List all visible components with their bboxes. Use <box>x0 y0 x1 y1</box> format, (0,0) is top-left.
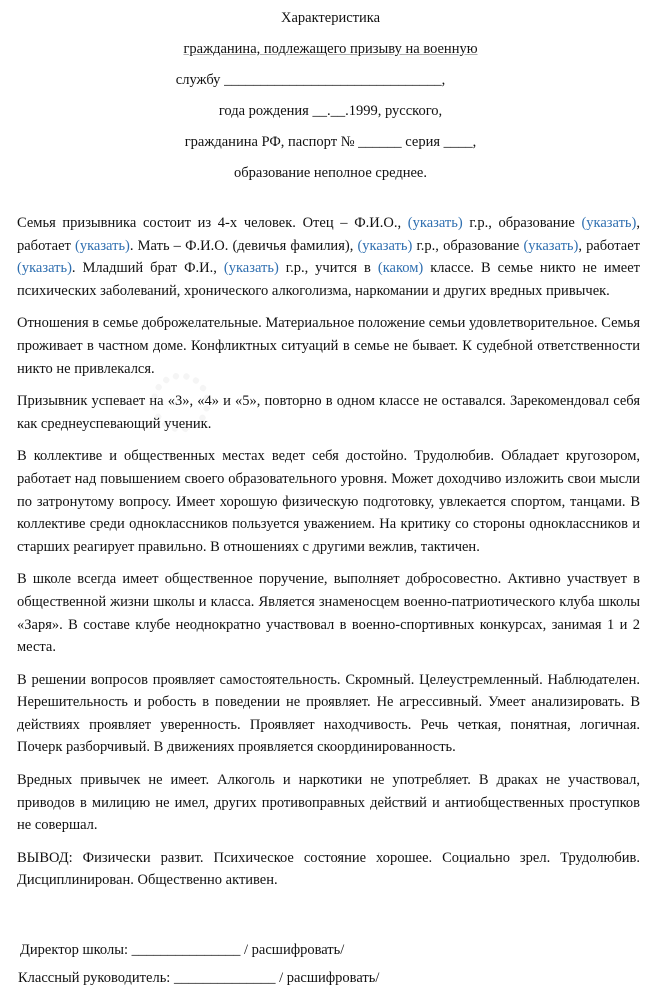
paragraph-relations: Отношения в семье доброжелательные. Материальное положение семьи удовлетворительное. Семья проживает в частном доме. Конфликтных ситуаций в семье не бывает. К судебной ответственности никто не привлекался. <box>17 315 640 377</box>
placeholder-specify: (указать) <box>523 237 579 254</box>
header-line-birth: года рождения __.__.1999, русского, <box>218 103 443 119</box>
paragraph-grades: Призывник успевает на «3», «4» и «5», повторно в одном классе не оставался. Зарекомендовал себя как среднеуспевающий ученик. <box>17 393 640 432</box>
placeholder-specify: (указать) <box>74 237 130 254</box>
paragraph-habits: Вредных привычек не имеет. Алкоголь и наркотики не употребляет. В драках не участвовал, приводов в милицию не имел, других противоправных действий и антиобщественных проступков не совершал. <box>17 772 640 834</box>
header-line-2: гражданина, подлежащего призыву на военную <box>183 41 478 57</box>
signature-class-teacher: Классный руководитель: ______________ / расшифровать/ <box>18 970 380 986</box>
paragraph-social: В школе всегда имеет общественное поручение, выполняет добросовестно. Активно участвует в общественной жизни школы и класса. Является знаменосцем военно-патриотического клуба школы «Заря». В составе клубе неоднократно участвовал в военно-спортивных конкурсах, занимая 1 и 2 места. <box>17 571 640 656</box>
paragraph-behavior: В коллективе и общественных местах ведет себя достойно. Трудолюбив. Обладает кругозором, работает над повышением своего образовательного уровня. Может доходчиво изложить свои мысли по затронутому вопросу. Имеет хорошую физическую подготовку, увлекается спортом, танцами. В коллективе среди одноклассников пользуется уважением. На критику со стороны одноклассников и старших реагирует правильно. В отношениях с другими вежлив, тактичен. <box>17 448 640 555</box>
header-line-passport: гражданина РФ, паспорт № ______ серия ____, <box>184 134 477 150</box>
header-line-3-prefix: службу <box>175 72 225 88</box>
placeholder-which: (каком) <box>377 260 424 277</box>
placeholder-specify: (указать) <box>581 215 637 231</box>
text-run: г.р., учится в <box>278 260 378 277</box>
document-header <box>0 8 661 194</box>
header-line-education: образование неполное среднее. <box>234 165 427 181</box>
text-run: г.р., образование <box>412 237 524 254</box>
header-line-3-blank: ______________________________, <box>224 72 446 88</box>
signature-director: Директор школы: _______________ / расшифровать/ <box>20 942 345 958</box>
header-line-service <box>0 70 661 101</box>
text-run: . Младший брат Ф.И., <box>71 260 224 277</box>
text-run: . Мать – Ф.И.О. (девичья фамилия), <box>129 237 358 254</box>
paragraph-character: В решении вопросов проявляет самостоятельность. Скромный. Целеустремленный. Наблюдателен. Нерешительность и робость в поведении не проявляет. Не агрессивный. Умеет анализировать. В действиях проявляет уверенность. Проявляет находчивость. Речь четкая, понятная, логичная. Почерк разборчивый. В движениях проявляется скоординированность. <box>17 671 640 756</box>
placeholder-specify: (указать) <box>223 260 279 277</box>
document-title: Характеристика <box>280 10 381 26</box>
text-run: г.р., образование <box>462 215 582 231</box>
text-run: классе. В семье никто не имеет психических заболеваний, хронического алкоголизма, наркомании и других вредных привычек. <box>17 260 640 299</box>
header-line-conscription <box>0 39 661 70</box>
document-body <box>17 212 640 902</box>
paragraph-family <box>17 212 640 302</box>
placeholder-specify: (указать) <box>17 260 72 277</box>
placeholder-specify: (указать) <box>357 237 413 254</box>
text-run: , работает <box>17 215 640 254</box>
text-run: , работает <box>578 237 640 254</box>
paragraph-conclusion: ВЫВОД: Физически развит. Психическое состояние хорошее. Социально зрел. Трудолюбив. Дисциплинирован. Общественно активен. <box>17 849 640 889</box>
text-run: Семья призывника состоит из 4-х человек. Отец – Ф.И.О., <box>17 215 408 231</box>
placeholder-specify: (указать) <box>407 215 463 231</box>
